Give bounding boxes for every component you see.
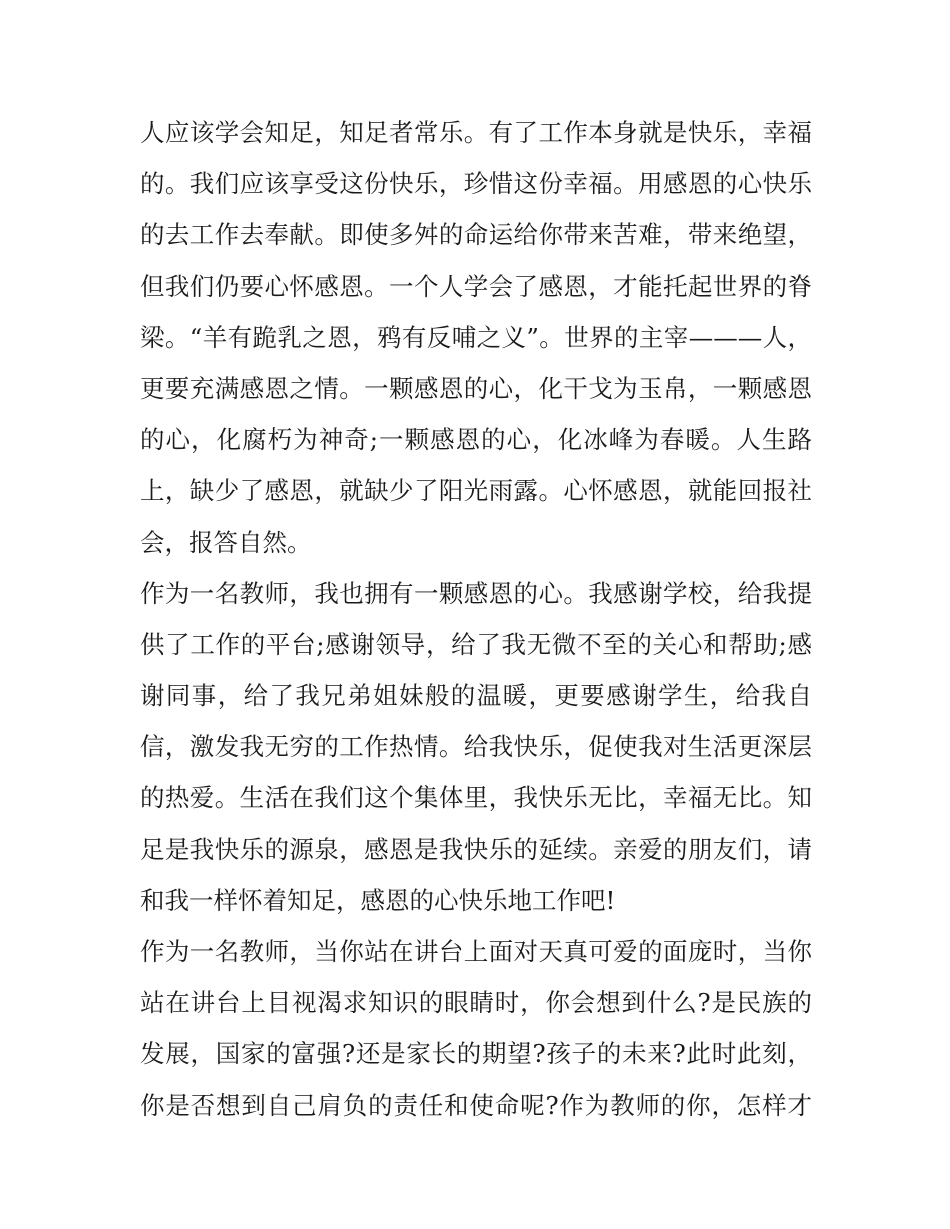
text-line: 更要充满感恩之情。一颗感恩的心，化干戈为玉帛，一颗感恩 — [140, 373, 812, 403]
text-line: 人应该学会知足，知足者常乐。有了工作本身就是快乐，幸福 — [140, 118, 812, 147]
body-text — [140, 107, 812, 1131]
text-line: 的。我们应该享受这份快乐，珍惜这份幸福。用感恩的心快乐 — [140, 169, 812, 199]
text-line: 作为一名教师，当你站在讲台上面对天真可爱的面庞时，当你 — [140, 937, 812, 966]
text-line: 你是否想到自己肩负的责任和使命呢?作为教师的你，怎样才 — [140, 1090, 812, 1120]
text-line: 但我们仍要心怀感恩。一个人学会了感恩，才能托起世界的脊 — [140, 271, 812, 301]
text-line: 上，缺少了感恩，就缺少了阳光雨露。心怀感恩，就能回报社 — [140, 476, 812, 506]
text-line: 信，激发我无穷的工作热情。给我快乐，促使我对生活更深层 — [140, 732, 812, 762]
text-line: 梁。“羊有跪乳之恩，鸦有反哺之义”。世界的主宰———人， — [140, 322, 812, 352]
text-line: 的热爱。生活在我们这个集体里，我快乐无比，幸福无比。知 — [140, 783, 812, 813]
text-line: 供了工作的平台;感谢领导，给了我无微不至的关心和帮助;感 — [140, 629, 812, 659]
text-line: 和我一样怀着知足，感恩的心快乐地工作吧! — [140, 885, 616, 915]
text-line: 的去工作去奉献。即使多舛的命运给你带来苦难，带来绝望， — [140, 220, 812, 250]
text-line: 足是我快乐的源泉，感恩是我快乐的延续。亲爱的朋友们，请 — [140, 834, 812, 864]
text-line: 站在讲台上目视渴求知识的眼睛时，你会想到什么?是民族的 — [140, 988, 812, 1018]
text-line: 谢同事，给了我兄弟姐妹般的温暖，更要感谢学生，给我自 — [140, 681, 812, 711]
text-line: 作为一名教师，我也拥有一颗感恩的心。我感谢学校，给我提 — [140, 578, 812, 608]
text-line: 会，报答自然。 — [140, 527, 312, 557]
text-line: 的心，化腐朽为神奇;一颗感恩的心，化冰峰为春暖。人生路 — [140, 425, 812, 455]
text-line: 发展，国家的富强?还是家长的期望?孩子的未来?此时此刻， — [140, 1039, 812, 1069]
